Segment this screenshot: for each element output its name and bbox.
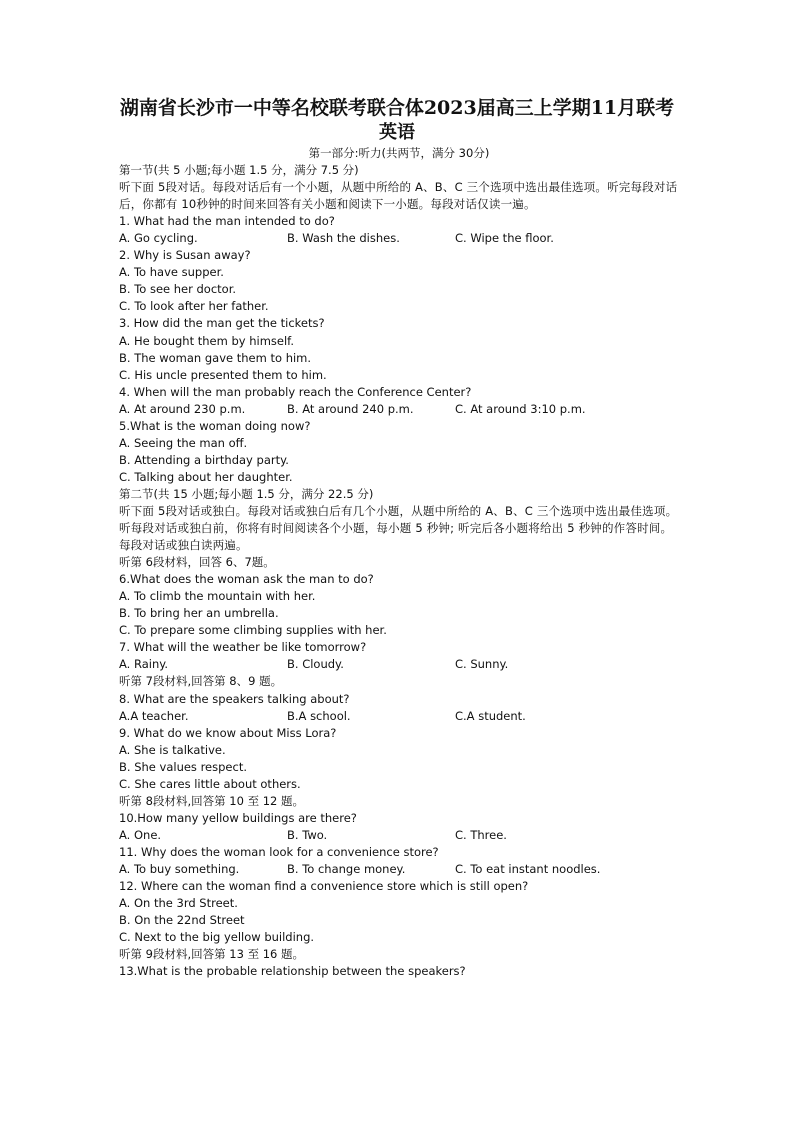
option-c: C. Wipe the floor. <box>455 231 554 246</box>
exam-subject: 英语 <box>379 122 415 143</box>
option-c: C. Next to the big yellow building. <box>119 930 315 945</box>
option-c: C. Three. <box>455 827 507 842</box>
option-a: A. At around 230 p.m. <box>119 401 246 416</box>
option-b: B. Attending a birthday party. <box>119 452 289 467</box>
question-stem: 12. Where can the woman find a convenience store which is still open? <box>119 879 529 894</box>
question-stem: 8. What are the speakers talking about? <box>119 691 350 706</box>
option-a: A. To climb the mountain with her. <box>119 589 316 604</box>
options-row <box>119 230 679 247</box>
option-b: B. To bring her an umbrella. <box>119 606 279 621</box>
option-b: B. To change money. <box>287 861 406 876</box>
option-c: C. To prepare some climbing supplies with her. <box>119 623 387 638</box>
option-b: B. Two. <box>287 827 328 842</box>
option-c: C. At around 3:10 p.m. <box>455 401 586 416</box>
question-stem: 4. When will the man probably reach the Conference Center? <box>119 384 472 399</box>
option-a: A.A teacher. <box>119 708 189 723</box>
section2-instructions: 听下面 5段对话或独白。每段对话或独白后有几个小题，从题中所给的 A、B、C 三个选项中选出最佳选项。听每段对话或独白前，你将有时间阅读各个小题，每小题 5 秒钟; 听完后各小题将给出 5 秒钟的作答时间。每段对话或独白读两遍。 <box>119 503 678 553</box>
section1-instructions: 听下面 5段对话。每段对话后有一个小题，从题中所给的 A、B、C 三个选项中选出最佳选项。听完每段对话后，你都有 10秒钟的时间来回答有关小题和阅读下一小题。每段对话仅读一遍。 <box>119 180 678 212</box>
material-heading: 听第 8段材料,回答第 10 至 12 题。 <box>119 793 305 808</box>
exam-content <box>119 145 679 980</box>
material-heading: 听第 9段材料,回答第 13 至 16 题。 <box>119 947 305 962</box>
question-stem: 7. What will the weather be like tomorrow? <box>119 640 367 655</box>
option-b: B. She values respect. <box>119 759 247 774</box>
option-b: B. At around 240 p.m. <box>287 401 414 416</box>
question-stem: 2. Why is Susan away? <box>119 248 251 263</box>
option-a: A. One. <box>119 827 162 842</box>
option-b: B. To see her doctor. <box>119 282 237 297</box>
option-a: A. To have supper. <box>119 265 224 280</box>
option-a: A. To buy something. <box>119 861 240 876</box>
option-c: C. His uncle presented them to him. <box>119 367 327 382</box>
question-stem: 3. How did the man get the tickets? <box>119 316 325 331</box>
option-a: A. Go cycling. <box>119 231 198 246</box>
question-stem: 13.What is the probable relationship between the speakers? <box>119 964 466 979</box>
section2-heading: 第二节(共 15 小题;每小题 1.5 分，满分 22.5 分) <box>119 486 374 501</box>
options-row <box>119 827 679 844</box>
option-a: A. Seeing the man off. <box>119 435 248 450</box>
option-c: C. Sunny. <box>455 657 509 672</box>
option-b: B. On the 22nd Street <box>119 913 245 928</box>
option-a: A. She is talkative. <box>119 742 226 757</box>
part-heading: 第一部分:听力(共两节，满分 30分) <box>308 146 490 160</box>
question-stem: 9. What do we know about Miss Lora? <box>119 725 337 740</box>
question-stem: 5.What is the woman doing now? <box>119 418 311 433</box>
section1-heading: 第一节(共 5 小题;每小题 1.5 分，满分 7.5 分) <box>119 163 359 178</box>
option-c: C. To eat instant noodles. <box>455 861 601 876</box>
option-c: C.A student. <box>455 708 526 723</box>
option-a: A. Rainy. <box>119 657 169 672</box>
option-b: B. The woman gave them to him. <box>119 350 312 365</box>
option-c: C. She cares little about others. <box>119 776 301 791</box>
material-heading: 听第 6段材料，回答 6、7题。 <box>119 555 275 570</box>
question-stem: 11. Why does the woman look for a convenience store? <box>119 844 439 859</box>
question-stem: 1. What had the man intended to do? <box>119 214 335 229</box>
question-stem: 10.How many yellow buildings are there? <box>119 810 357 825</box>
option-b: B. Wash the dishes. <box>287 231 400 246</box>
option-a: A. On the 3rd Street. <box>119 896 238 911</box>
option-c: C. To look after her father. <box>119 299 269 314</box>
options-row <box>119 401 679 418</box>
option-b: B. Cloudy. <box>287 657 344 672</box>
option-b: B.A school. <box>287 708 351 723</box>
options-row <box>119 861 679 878</box>
options-row <box>119 656 679 673</box>
question-stem: 6.What does the woman ask the man to do? <box>119 572 374 587</box>
exam-title: 湖南省长沙市一中等名校联考联合体2023届高三上学期11月联考 <box>119 97 675 119</box>
material-heading: 听第 7段材料,回答第 8、9 题。 <box>119 674 283 689</box>
options-row <box>119 708 679 725</box>
option-c: C. Talking about her daughter. <box>119 469 293 484</box>
option-a: A. He bought them by himself. <box>119 333 295 348</box>
